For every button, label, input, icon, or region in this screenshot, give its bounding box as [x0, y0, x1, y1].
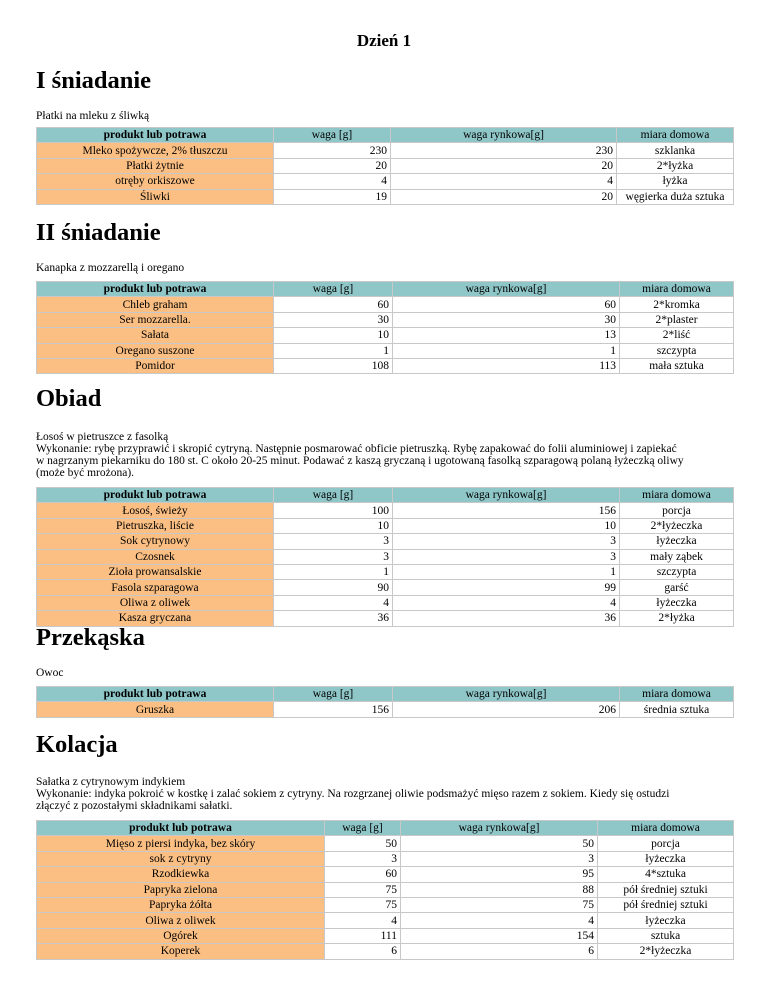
weight-cell: 19: [274, 189, 391, 204]
weight-cell: 4: [274, 595, 393, 610]
product-cell: Fasola szparagowa: [37, 580, 274, 595]
meal-section-dinner: [36, 730, 733, 960]
weight-cell: 75: [325, 897, 401, 912]
weight-cell: 230: [274, 143, 391, 158]
product-cell: Czosnek: [37, 549, 274, 564]
market-weight-cell: 206: [393, 702, 620, 717]
home-measure-cell: porcja: [598, 836, 734, 851]
market-weight-cell: 60: [393, 297, 620, 312]
weight-cell: 75: [325, 882, 401, 897]
market-weight-cell: 1: [393, 343, 620, 358]
meal-description: [36, 431, 733, 479]
meal-table: [36, 281, 734, 374]
meal-title: I śniadanie: [36, 67, 152, 94]
market-weight-cell: 75: [401, 897, 598, 912]
header-home-measure: miara domowa: [620, 488, 734, 503]
weight-cell: 3: [274, 549, 393, 564]
product-cell: Sałata: [37, 328, 274, 343]
table-row: [37, 897, 734, 912]
product-cell: Płatki żytnie: [37, 158, 274, 173]
header-home-measure: miara domowa: [598, 821, 734, 836]
header-market-weight: waga rynkowa[g]: [393, 488, 620, 503]
home-measure-cell: węgierka duża sztuka: [617, 189, 734, 204]
market-weight-cell: 154: [401, 928, 598, 943]
market-weight-cell: 156: [393, 503, 620, 518]
meal-table: [36, 487, 734, 627]
table-row: [37, 564, 734, 579]
product-cell: Oliwa z oliwek: [37, 913, 325, 928]
meal-table: [36, 820, 734, 960]
home-measure-cell: 2*plaster: [620, 312, 734, 327]
weight-cell: 10: [274, 328, 393, 343]
weight-cell: 50: [325, 836, 401, 851]
meal-title: Kolacja: [36, 731, 118, 758]
home-measure-cell: 2*kromka: [620, 297, 734, 312]
table-row: [37, 534, 734, 549]
home-measure-cell: 2*łyżka: [620, 611, 734, 626]
table-row: [37, 174, 734, 189]
market-weight-cell: 95: [401, 867, 598, 882]
table-row: [37, 343, 734, 358]
home-measure-cell: garść: [620, 580, 734, 595]
home-measure-cell: 2*łyżka: [617, 158, 734, 173]
market-weight-cell: 36: [393, 611, 620, 626]
table-row: [37, 312, 734, 327]
home-measure-cell: 2*łyżeczka: [598, 944, 734, 959]
table-row: [37, 297, 734, 312]
home-measure-cell: 2*liść: [620, 328, 734, 343]
product-cell: Pomidor: [37, 358, 274, 373]
product-cell: Kasza gryczana: [37, 611, 274, 626]
product-cell: Pietruszka, liście: [37, 518, 274, 533]
weight-cell: 30: [274, 312, 393, 327]
header-weight: waga [g]: [274, 128, 391, 143]
market-weight-cell: 20: [391, 158, 617, 173]
table-row: [37, 851, 734, 866]
table-row: [37, 702, 734, 717]
market-weight-cell: 4: [401, 913, 598, 928]
table-row: [37, 143, 734, 158]
header-product: produkt lub potrawa: [37, 488, 274, 503]
meal-section-snack: [36, 623, 733, 718]
weight-cell: 20: [274, 158, 391, 173]
home-measure-cell: łyżka: [617, 174, 734, 189]
header-product: produkt lub potrawa: [37, 282, 274, 297]
table-row: [37, 580, 734, 595]
product-cell: Sok cytrynowy: [37, 534, 274, 549]
market-weight-cell: 4: [393, 595, 620, 610]
weight-cell: 10: [274, 518, 393, 533]
meal-description: [36, 110, 733, 122]
table-row: [37, 944, 734, 959]
market-weight-cell: 88: [401, 882, 598, 897]
table-row: [37, 158, 734, 173]
weight-cell: 36: [274, 611, 393, 626]
product-cell: Oliwa z oliwek: [37, 595, 274, 610]
market-weight-cell: 1: [393, 564, 620, 579]
product-cell: Chleb graham: [37, 297, 274, 312]
table-row: [37, 882, 734, 897]
weight-cell: 1: [274, 343, 393, 358]
weight-cell: 4: [325, 913, 401, 928]
product-cell: Mięso z piersi indyka, bez skóry: [37, 836, 325, 851]
market-weight-cell: 113: [393, 358, 620, 373]
header-market-weight: waga rynkowa[g]: [393, 282, 620, 297]
home-measure-cell: szczypta: [620, 343, 734, 358]
meal-title: Obiad: [36, 385, 102, 412]
home-measure-cell: sztuka: [598, 928, 734, 943]
meal-description: [36, 262, 733, 274]
header-product: produkt lub potrawa: [37, 128, 274, 143]
meal-description: [36, 776, 733, 812]
weight-cell: 60: [325, 867, 401, 882]
table-header-row: [37, 821, 734, 836]
home-measure-cell: 2*łyżeczka: [620, 518, 734, 533]
product-cell: Ser mozzarella.: [37, 312, 274, 327]
header-weight: waga [g]: [325, 821, 401, 836]
product-cell: Ogórek: [37, 928, 325, 943]
home-measure-cell: średnia sztuka: [620, 702, 734, 717]
table-row: [37, 189, 734, 204]
header-weight: waga [g]: [274, 687, 393, 702]
market-weight-cell: 50: [401, 836, 598, 851]
product-cell: Zioła prowansalskie: [37, 564, 274, 579]
weight-cell: 156: [274, 702, 393, 717]
table-row: [37, 518, 734, 533]
meal-table: [36, 686, 734, 718]
home-measure-cell: porcja: [620, 503, 734, 518]
home-measure-cell: szklanka: [617, 143, 734, 158]
weight-cell: 6: [325, 944, 401, 959]
header-market-weight: waga rynkowa[g]: [391, 128, 617, 143]
meal-description-line: (może być mrożona).: [36, 467, 135, 479]
meal-description-line: w nagrzanym piekarniku do 180 st. C około 20-25 minut. Podawać z kaszą gryczaną i ugotowaną fasolką szparagową polaną łyżeczką oliwy: [36, 455, 684, 467]
home-measure-cell: łyżeczka: [598, 851, 734, 866]
weight-cell: 100: [274, 503, 393, 518]
header-product: produkt lub potrawa: [37, 821, 325, 836]
meal-description: [36, 667, 733, 679]
home-measure-cell: pół średniej sztuki: [598, 882, 734, 897]
market-weight-cell: 3: [393, 549, 620, 564]
market-weight-cell: 4: [391, 174, 617, 189]
meal-title: II śniadanie: [36, 219, 161, 246]
home-measure-cell: 4*sztuka: [598, 867, 734, 882]
table-header-row: [37, 282, 734, 297]
meal-description-line: Sałatka z cytrynowym indykiem: [36, 776, 186, 788]
header-market-weight: waga rynkowa[g]: [401, 821, 598, 836]
market-weight-cell: 3: [393, 534, 620, 549]
meal-description-line: Kanapka z mozzarellą i oregano: [36, 262, 185, 274]
meal-description-line: Owoc: [36, 667, 64, 679]
table-row: [37, 358, 734, 373]
product-cell: Papryka żółta: [37, 897, 325, 912]
market-weight-cell: 230: [391, 143, 617, 158]
header-home-measure: miara domowa: [617, 128, 734, 143]
market-weight-cell: 30: [393, 312, 620, 327]
home-measure-cell: łyżeczka: [620, 595, 734, 610]
product-cell: Papryka zielona: [37, 882, 325, 897]
meal-description-line: Wykonanie: indyka pokroić w kostkę i zalać sokiem z cytryny. Na rozgrzanej oliwie podsmażyć mięso razem z sokiem. Kiedy się ostudzi: [36, 788, 670, 800]
market-weight-cell: 13: [393, 328, 620, 343]
market-weight-cell: 10: [393, 518, 620, 533]
market-weight-cell: 99: [393, 580, 620, 595]
table-header-row: [37, 488, 734, 503]
table-header-row: [37, 687, 734, 702]
meal-title: Przekąska: [36, 624, 145, 651]
meal-section-breakfast-1: [36, 66, 733, 205]
table-row: [37, 836, 734, 851]
page-title: Dzień 1: [356, 31, 412, 50]
product-cell: sok z cytryny: [37, 851, 325, 866]
weight-cell: 3: [325, 851, 401, 866]
table-row: [37, 867, 734, 882]
weight-cell: 90: [274, 580, 393, 595]
header-weight: waga [g]: [274, 282, 393, 297]
table-row: [37, 928, 734, 943]
header-product: produkt lub potrawa: [37, 687, 274, 702]
market-weight-cell: 20: [391, 189, 617, 204]
meal-section-lunch: [36, 384, 733, 627]
home-measure-cell: łyżeczka: [598, 913, 734, 928]
header-home-measure: miara domowa: [620, 282, 734, 297]
home-measure-cell: mały ząbek: [620, 549, 734, 564]
product-cell: Mleko spożywcze, 2% tłuszczu: [37, 143, 274, 158]
meal-description-line: Wykonanie: rybę przyprawić i skropić cytryną. Następnie posmarować obficie pietruszką. Rybę zapakować do folii aluminiowej i zapiekać: [36, 443, 677, 455]
table-row: [37, 503, 734, 518]
header-weight: waga [g]: [274, 488, 393, 503]
weight-cell: 3: [274, 534, 393, 549]
market-weight-cell: 6: [401, 944, 598, 959]
weight-cell: 60: [274, 297, 393, 312]
product-cell: Oregano suszone: [37, 343, 274, 358]
meal-section-breakfast-2: [36, 218, 733, 374]
product-cell: Śliwki: [37, 189, 274, 204]
table-row: [37, 595, 734, 610]
product-cell: Gruszka: [37, 702, 274, 717]
header-home-measure: miara domowa: [620, 687, 734, 702]
home-measure-cell: mała sztuka: [620, 358, 734, 373]
product-cell: Koperek: [37, 944, 325, 959]
product-cell: Rzodkiewka: [37, 867, 325, 882]
weight-cell: 108: [274, 358, 393, 373]
weight-cell: 111: [325, 928, 401, 943]
meal-table: [36, 127, 734, 205]
meal-description-line: złączyć z pozostałymi składnikami sałatki.: [36, 800, 233, 812]
table-row: [37, 328, 734, 343]
home-measure-cell: szczypta: [620, 564, 734, 579]
product-cell: Łosoś, świeży: [37, 503, 274, 518]
weight-cell: 4: [274, 174, 391, 189]
product-cell: otręby orkiszowe: [37, 174, 274, 189]
meal-description-line: Płatki na mleku z śliwką: [36, 110, 150, 122]
market-weight-cell: 3: [401, 851, 598, 866]
home-measure-cell: pół średniej sztuki: [598, 897, 734, 912]
table-row: [37, 913, 734, 928]
header-market-weight: waga rynkowa[g]: [393, 687, 620, 702]
weight-cell: 1: [274, 564, 393, 579]
table-header-row: [37, 128, 734, 143]
home-measure-cell: łyżeczka: [620, 534, 734, 549]
meal-description-line: Łosoś w pietruszce z fasolką: [36, 431, 169, 443]
table-row: [37, 549, 734, 564]
